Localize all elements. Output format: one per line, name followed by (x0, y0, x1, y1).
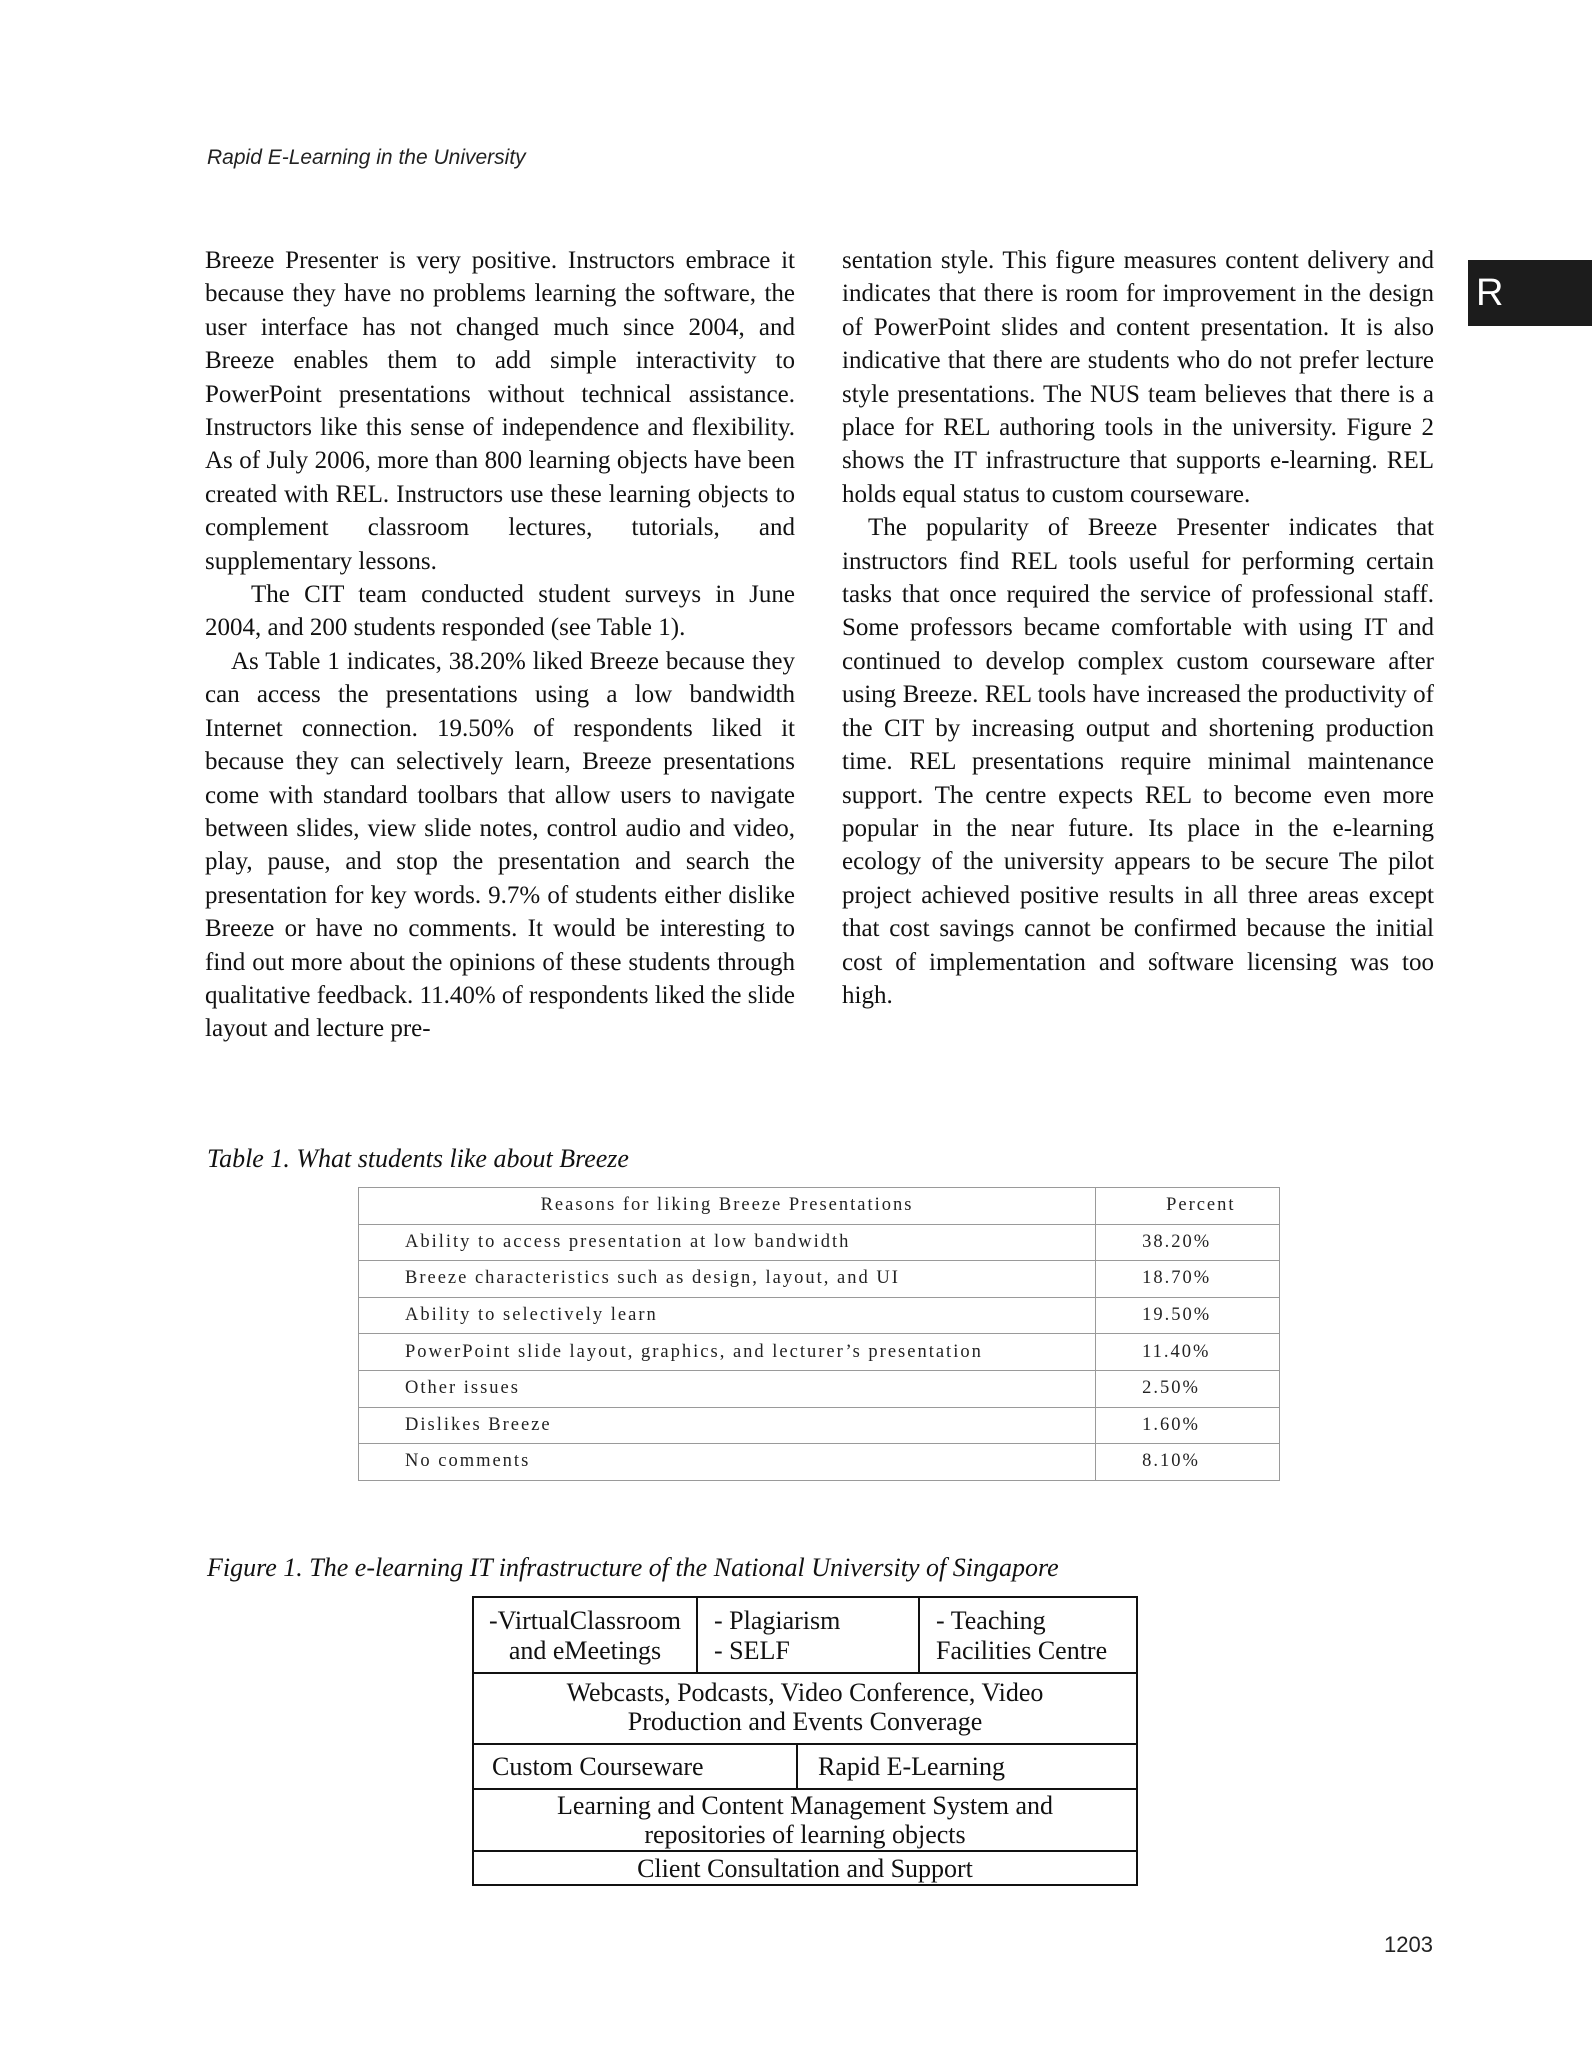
emeetings-label: and eMeetings (508, 1636, 662, 1665)
diagram-row-courseware (474, 1745, 1136, 1790)
percent-cell: 1.60% (1096, 1407, 1280, 1444)
plagiarism-self-box (696, 1598, 918, 1672)
table-row (359, 1224, 1280, 1261)
reason-cell: Breeze characteristics such as design, layout, and UI (359, 1261, 1096, 1298)
client-support-label: Client Consultation and Support (637, 1854, 973, 1883)
reason-cell: Dislikes Breeze (359, 1407, 1096, 1444)
table-row (359, 1444, 1280, 1481)
left-paragraph-1: Breeze Presenter is very positive. Instructors embrace it because they have no problems learning the software, the user interface has not changed much since 2004, and Breeze enables them to add simple interactivity to PowerPoint presentations without technical assistance. Instructors like this sense of independence and flexibility. As of July 2006, more than 800 learning objects have been created with REL. Instructors use these learning objects to complement classroom lectures, tutorials, and supplementary lessons. (205, 247, 795, 575)
diagram-row-webcasts (474, 1674, 1136, 1745)
breeze-survey-table (358, 1187, 1280, 1481)
table-row (359, 1407, 1280, 1444)
teaching-facilities-box (918, 1598, 1136, 1672)
infrastructure-diagram (472, 1596, 1138, 1886)
percent-cell: 2.50% (1096, 1370, 1280, 1407)
virtual-classroom-box (474, 1598, 696, 1672)
column-header-reason: Reasons for liking Breeze Presentations (359, 1188, 1096, 1225)
lcms-line-1: Learning and Content Management System and (556, 1791, 1054, 1820)
figure-caption: Figure 1. The e-learning IT infrastructure of the National University of Singapore (207, 1553, 1059, 1582)
custom-courseware-box (474, 1745, 796, 1788)
right-paragraph-1: sentation style. This figure measures content delivery and indicates that there is room for improvement in the design of PowerPoint slides and content presentation. It is also indicative that there are students who do not prefer lecture style presentations. The NUS team believes that there is a place for REL authoring tools in the university. Figure 2 shows the IT infrastructure that supports e-learning. REL holds equal status to custom courseware. (842, 247, 1434, 508)
diagram-row-support (474, 1852, 1136, 1886)
left-column (205, 244, 795, 1046)
left-paragraph-2: The CIT team conducted student surveys in June 2004, and 200 students responded (see Table 1). (205, 581, 795, 642)
percent-cell: 19.50% (1096, 1297, 1280, 1334)
lcms-box (474, 1790, 1136, 1850)
running-head: Rapid E-Learning in the University (207, 146, 526, 169)
webcasts-line-1: Webcasts, Podcasts, Video Conference, Video (566, 1678, 1044, 1707)
diagram-row-lcms (474, 1790, 1136, 1852)
reason-cell: Other issues (359, 1370, 1096, 1407)
percent-cell: 11.40% (1096, 1334, 1280, 1371)
facilities-centre-label: Facilities Centre (936, 1636, 1108, 1665)
diagram-row-services (474, 1598, 1136, 1674)
rapid-elearning-box (796, 1745, 1136, 1788)
reason-cell: PowerPoint slide layout, graphics, and lecturer’s presentation (359, 1334, 1096, 1371)
column-header-percent: Percent (1096, 1188, 1280, 1225)
teaching-label: - Teaching (936, 1606, 1046, 1635)
reason-cell: Ability to selectively learn (359, 1297, 1096, 1334)
reason-cell: No comments (359, 1444, 1096, 1481)
webcasts-line-2: Production and Events Converage (627, 1707, 983, 1736)
webcasts-box (474, 1674, 1136, 1743)
virtual-classroom-label: -VirtualClassroom (489, 1606, 681, 1635)
client-support-box (474, 1852, 1136, 1886)
table-row (359, 1334, 1280, 1371)
section-letter-tab: R (1468, 260, 1592, 326)
self-label: - SELF (714, 1636, 790, 1665)
custom-courseware-label: Custom Courseware (492, 1752, 704, 1781)
rapid-elearning-label: Rapid E-Learning (818, 1752, 1005, 1781)
reason-cell: Ability to access presentation at low bandwidth (359, 1224, 1096, 1261)
page-number: 1203 (1384, 1932, 1433, 1957)
plagiarism-label: - Plagiarism (714, 1606, 841, 1635)
table-row (359, 1370, 1280, 1407)
table-caption: Table 1. What students like about Breeze (207, 1144, 629, 1173)
table-row (359, 1297, 1280, 1334)
table-header-row (359, 1188, 1280, 1225)
right-column (842, 244, 1434, 1012)
left-paragraph-3: As Table 1 indicates, 38.20% liked Breeze because they can access the presentations using a low bandwidth Internet connection. 19.50% of respondents liked it because they can selectively learn, Breeze presentations come with standard toolbars that allow users to navigate between slides, view slide notes, control audio and video, play, pause, and stop the presentation and search the presentation for key words. 9.7% of students either dislike Breeze or have no comments. It would be interesting to find out more about the opinions of these students through qualitative feedback. 11.40% of respondents liked the slide layout and lecture pre- (205, 647, 795, 1043)
lcms-line-2: repositories of learning objects (644, 1820, 966, 1849)
percent-cell: 8.10% (1096, 1444, 1280, 1481)
percent-cell: 18.70% (1096, 1261, 1280, 1298)
percent-cell: 38.20% (1096, 1224, 1280, 1261)
table-row (359, 1261, 1280, 1298)
right-paragraph-2: The popularity of Breeze Presenter indicates that instructors find REL tools useful for performing certain tasks that once required the service of professional staff. Some professors became comfortable with using IT and continued to develop complex custom courseware after using Breeze. REL tools have increased the productivity of the CIT by increasing output and shortening production time. REL presentations require minimal maintenance support. The centre expects REL to become even more popular in the near future. Its place in the e-learning ecology of the university appears to be secure The pilot project achieved positive results in all three areas except that cost savings cannot be confirmed because the initial cost of implementation and software licensing was too high. (842, 514, 1434, 1009)
